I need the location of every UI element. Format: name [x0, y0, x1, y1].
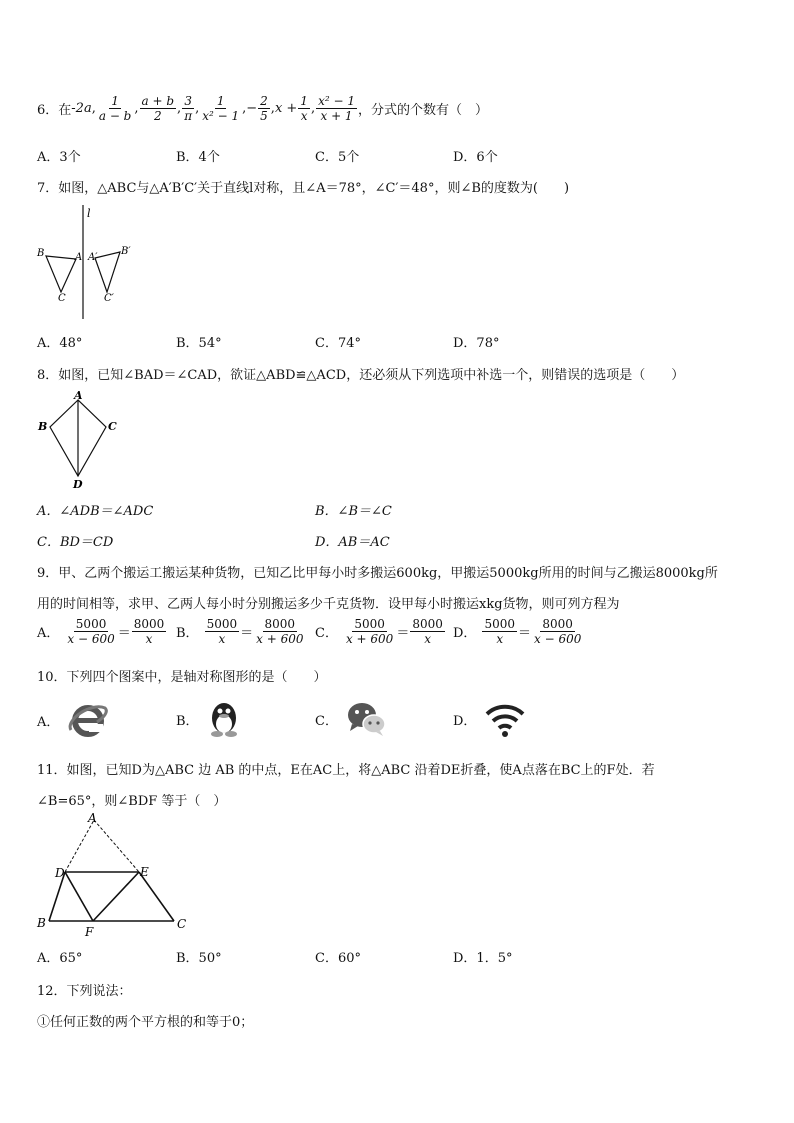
q6-option-a[interactable]: A．3个 — [37, 150, 81, 165]
q8-option-b[interactable]: B．∠B＝∠C — [315, 504, 392, 519]
q9-stem-line1: 9．甲、乙两个搬运工搬运某种货物，已知乙比甲每小时多搬运600kg，甲搬运5000kg所用的时间与乙搬运8000kg所 — [37, 566, 718, 581]
q11-option-d[interactable]: D．1．5° — [453, 951, 513, 966]
q9-option-c[interactable]: C． $\frac{5000}{x + 600}$ ＝ $\frac{8000}{x}$ — [315, 617, 443, 646]
q11-line-df — [65, 872, 93, 921]
q7-option-d[interactable]: D．78° — [453, 336, 500, 351]
q6-frac-4: $\frac{1}{\text{x² − 1}}$ — [202, 93, 240, 123]
q7-option-c[interactable]: C．74° — [315, 336, 361, 351]
q11-line-da-dashed — [65, 820, 94, 872]
q11-line-ef — [93, 872, 139, 921]
wifi-icon — [484, 700, 526, 738]
q6-option-c[interactable]: C．5个 — [315, 150, 360, 165]
q11-option-b[interactable]: B．50° — [176, 951, 222, 966]
ie-logo-icon — [67, 700, 109, 740]
q11-line-ae-dashed — [94, 820, 139, 872]
wechat-logo-icon — [346, 700, 388, 738]
q8-option-d[interactable]: D．AB＝AC — [315, 535, 390, 550]
q11-label-c: C — [177, 917, 187, 931]
q10-stem: 10．下列四个图案中，是轴对称图形的是（ ） — [37, 670, 327, 685]
q8-label-d: D — [73, 478, 83, 490]
q9-option-d[interactable]: D． $\frac{5000}{x}$ ＝ $\frac{8000}{x - 600}$ — [453, 617, 582, 646]
q6-frac-6: $\frac{1}{x}$ — [300, 93, 308, 123]
q11-stem-line2: ∠B=65°，则∠BDF 等于（ ） — [37, 794, 227, 809]
q6-frac-1: $\frac{1}{a - b}$ — [98, 93, 132, 123]
q12-stem: 12．下列说法： — [37, 984, 132, 999]
q6-number: 6．在 — [37, 102, 72, 118]
q6-option-d[interactable]: D．6个 — [453, 150, 498, 165]
q6-tail: ，分式的个数有（ ） — [357, 102, 488, 118]
q7-label-c: C — [58, 293, 66, 304]
q11-label-a: A — [88, 811, 97, 825]
q7-triangle-abc — [46, 256, 76, 292]
q11-stem-line1: 11．如图，已知D为△ABC 边 AB 的中点，E在AC上，将△ABC 沿着DE折叠，使A点落在BC上的F处．若 — [37, 763, 655, 778]
q10-option-b[interactable]: B． — [176, 700, 241, 738]
q11-label-b: B — [37, 916, 46, 930]
q9-option-a[interactable]: A． $\frac{5000}{x - 600}$ ＝ $\frac{8000}{x}$ — [37, 617, 165, 646]
q11-label-e: E — [140, 865, 149, 879]
q6-frac-5: $\frac{2}{5}$ — [260, 93, 268, 123]
q7-label-a2: A′ — [88, 252, 98, 263]
q8-option-a[interactable]: A．∠ADB＝∠ADC — [37, 504, 154, 519]
qq-penguin-icon — [207, 700, 241, 738]
q6-stem: 6．在 -2a , $\frac{1}{a - b}$ , $\frac{a + b}{2}$ , $\frac{3}{\pi}$ , $\frac{1}{\text{x² − 1}}$ ,− $\frac{2}{5}$ , x + $\frac{1}{x}$ , $\frac{\text{x² − 1}}{x + 1}$ ，分式的个数有（ ） — [37, 93, 488, 123]
q10-option-c[interactable]: C． — [315, 700, 388, 738]
q6-frac-3: $\frac{3}{\pi}$ — [184, 93, 193, 123]
q11-option-a[interactable]: A．65° — [37, 951, 83, 966]
q8-figure — [36, 390, 126, 490]
q7-option-b[interactable]: B．54° — [176, 336, 222, 351]
q8-stem: 8．如图，已知∠BAD＝∠CAD，欲证△ABD≌△ACD，还必须从下列选项中补选一个，则错误的选项是（ ） — [37, 368, 685, 383]
q7-option-a[interactable]: A．48° — [37, 336, 83, 351]
q12-item-1: ①任何正数的两个平方根的和等于0； — [37, 1015, 254, 1030]
q7-figure — [34, 203, 144, 323]
q11-figure — [34, 810, 194, 938]
q11-label-f: F — [85, 925, 94, 938]
q7-label-c2: C′ — [104, 293, 114, 304]
q9-stem-line2: 用的时间相等，求甲、乙两人每小时分别搬运多少千克货物．设甲每小时搬运xkg货物，则可列方程为 — [37, 597, 620, 612]
q8-option-c[interactable]: C．BD＝CD — [37, 535, 114, 550]
q11-line-ec — [139, 872, 174, 921]
q9-option-b[interactable]: B． $\frac{5000}{x}$ ＝ $\frac{8000}{x + 600}$ — [176, 617, 304, 646]
q7-stem: 7．如图，△ABC与△A′B′C′关于直线l对称，且∠A＝78°，∠C′＝48°，则∠B的度数为( ) — [37, 181, 570, 196]
q6-expr-lead: -2a — [71, 100, 92, 116]
q7-label-b2: B′ — [121, 246, 131, 257]
q6-frac-7: $\frac{\text{x² − 1}}{x + 1}$ — [318, 93, 355, 123]
q6-option-b[interactable]: B．4个 — [176, 150, 220, 165]
q7-label-a: A — [75, 252, 83, 263]
q6-frac-2: $\frac{a + b}{2}$ — [141, 93, 175, 123]
q7-label-l: l — [87, 207, 91, 220]
q8-label-c: C — [108, 420, 117, 433]
q8-label-b: B — [38, 420, 48, 433]
q7-label-b: B — [37, 248, 45, 259]
q11-option-c[interactable]: C．60° — [315, 951, 361, 966]
q10-option-d[interactable]: D． — [453, 700, 526, 738]
q7-triangle-a2b2c2 — [95, 252, 120, 292]
q11-label-d: D — [55, 866, 65, 880]
q10-option-a[interactable]: A． — [37, 700, 109, 740]
q8-label-a: A — [74, 390, 83, 402]
q6-f6-prefix: x + — [274, 100, 298, 116]
